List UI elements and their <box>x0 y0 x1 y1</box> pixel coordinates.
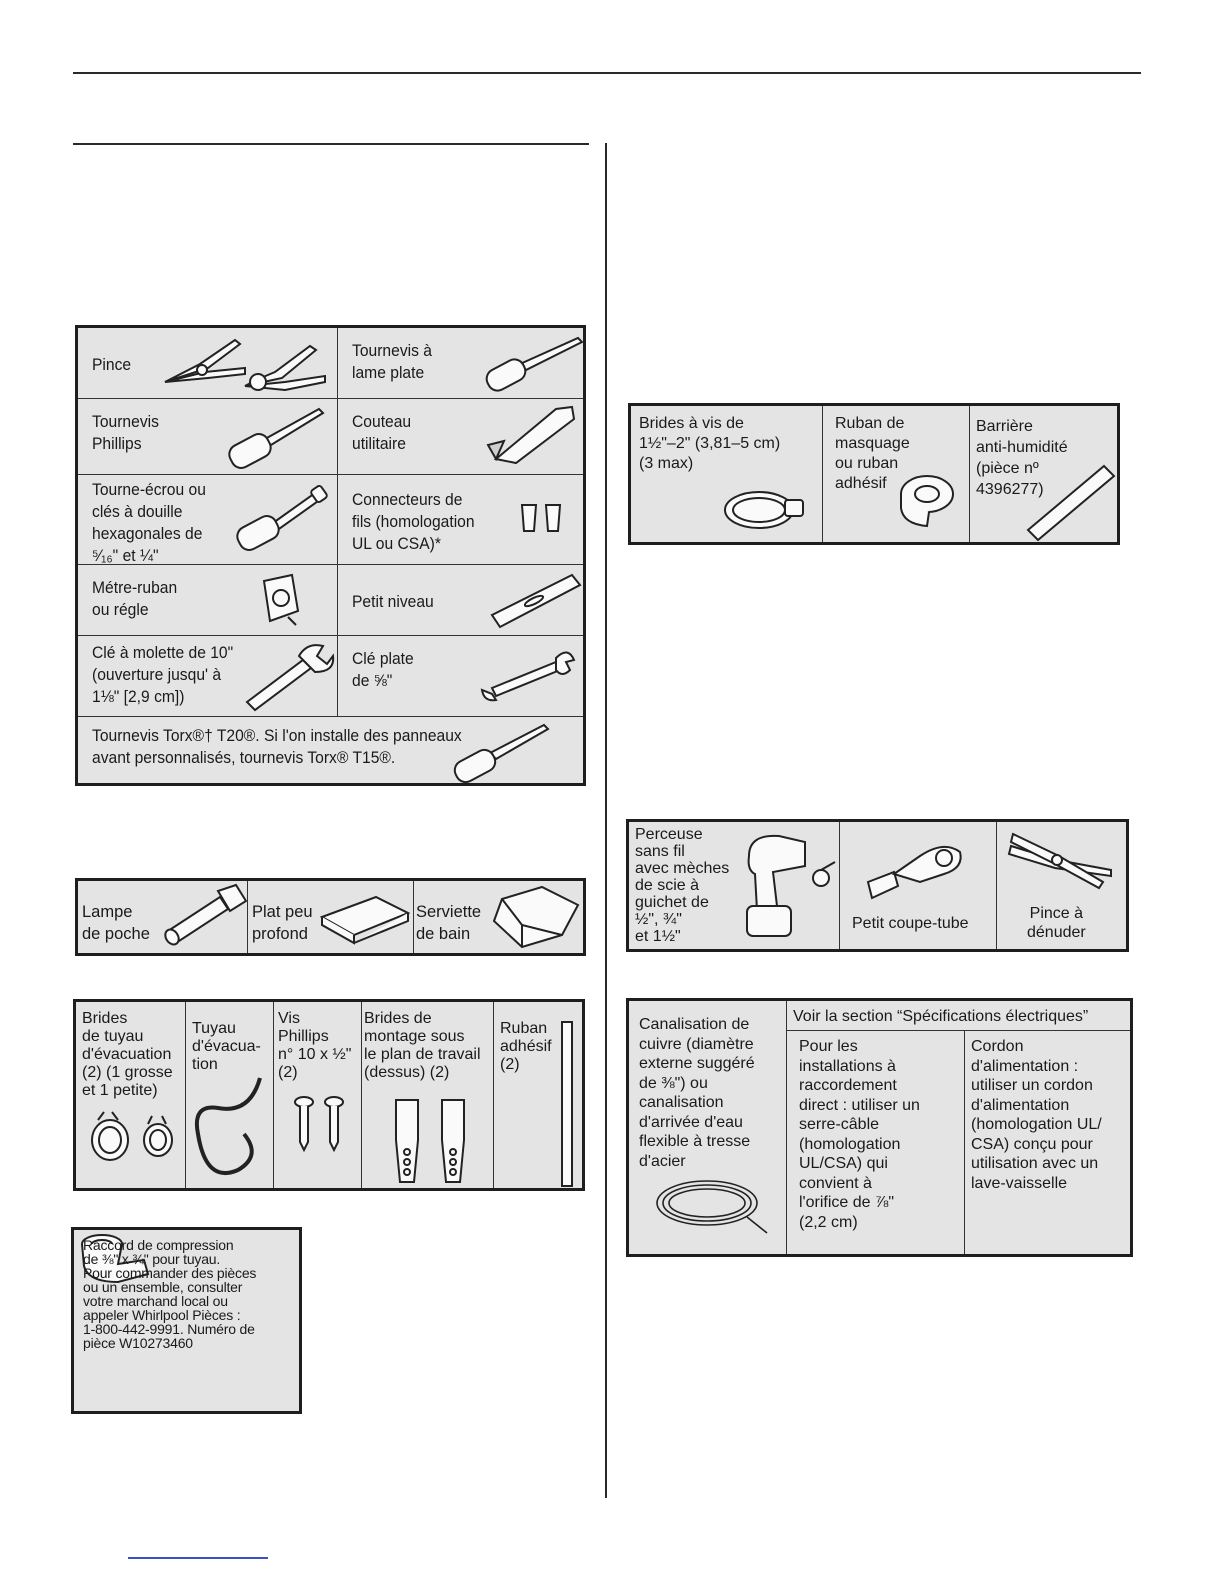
tube-cutter-icon <box>864 832 974 902</box>
tool-adjustable-wrench-label: Clé à molette de 10" (ouverture jusqu' à 1⅛" [2,9 cm]) <box>92 643 234 706</box>
tube-cutter-label: Petit coupe-tube <box>852 915 969 932</box>
screw-clamps-label: Brides à vis de 1½"–2" (3,81–5 cm) (3 max) <box>639 415 781 472</box>
nut-driver-icon <box>233 483 333 553</box>
tape-roll-icon <box>889 472 959 532</box>
power-cord-label: Cordon d'alimentation : utiliser un cordon d'alimentation (homologation UL/ CSA) conçu pour utilisation avec un lave-vaisselle <box>971 1038 1102 1192</box>
tool-utility-knife-cell <box>338 399 583 475</box>
phillips-screws-label: Vis Phillips n° 10 x ½" (2) <box>278 1010 352 1081</box>
tool-level-label: Petit niveau <box>352 592 434 611</box>
tool-tape-measure-label: Métre-ruban ou régle <box>92 578 178 619</box>
open-end-wrench-icon <box>478 640 578 710</box>
adhesive-tape-label: Ruban adhésif (2) <box>500 1020 552 1073</box>
tool-open-end-wrench-label: Clé plate de ⅝" <box>352 649 414 690</box>
screw-clamp-icon <box>719 484 809 534</box>
clamps-table <box>628 403 1120 545</box>
level-icon <box>486 571 583 631</box>
mounting-brackets-cell <box>362 1002 494 1188</box>
moisture-barrier-label: Barrière anti-humidité (pièce nº 4396277) <box>976 418 1068 498</box>
drain-hose-icon <box>188 1074 268 1184</box>
top-rule <box>73 72 1141 74</box>
drain-clamps-label: Brides de tuyau d'évacuation (2) (1 grosse et 1 petite) <box>82 1010 173 1099</box>
parts-table <box>73 999 585 1191</box>
tool-adjustable-wrench-cell <box>78 636 338 717</box>
copper-coil-icon <box>651 1173 771 1243</box>
drain-clamps-cell <box>76 1002 186 1188</box>
wire-stripper-cell <box>997 822 1126 949</box>
tool-level-cell <box>338 565 583 636</box>
moisture-barrier-icon <box>1026 462 1116 542</box>
tool-pliers-cell <box>78 328 338 399</box>
copper-tubing-label: Canalisation de cuivre (diamètre externe suggéré de ⅜") ou canalisation d'arrivée d'eau flexible à tresse d'acier <box>639 1016 755 1170</box>
torx-screwdriver-icon <box>448 719 558 783</box>
tool-open-end-wrench-cell <box>338 636 583 717</box>
adjustable-wrench-icon <box>243 638 338 713</box>
electrical-table <box>626 998 1133 1257</box>
pliers-icon <box>160 334 335 394</box>
shallow-pan-label: Plat peu profond <box>252 903 313 943</box>
power-cord-cell <box>965 1031 1130 1254</box>
screw-clamps-cell <box>631 406 823 542</box>
wire-stripper-icon <box>1007 830 1117 900</box>
wire-stripper-label: Pince à dénuder <box>1027 905 1086 941</box>
hose-clamps-icon <box>82 1110 182 1170</box>
flashlight-cell <box>78 881 248 953</box>
bath-towel-icon <box>492 885 582 951</box>
adhesive-tape-cell <box>494 1002 582 1188</box>
masking-tape-label: Ruban de masquage ou ruban adhésif <box>835 415 910 492</box>
compression-fitting-box <box>71 1227 302 1414</box>
tool-nut-driver-cell <box>78 475 338 565</box>
electrical-header-label: Voir la section “Spécifications électriques” <box>793 1008 1089 1025</box>
tool-phillips-label: Tournevis Phillips <box>92 412 159 453</box>
bath-towel-cell <box>414 881 583 953</box>
tube-cutter-cell <box>840 822 997 949</box>
flashlight-label: Lampe de poche <box>82 903 150 943</box>
cordless-drill-cell <box>629 822 840 949</box>
shallow-pan-cell <box>248 881 414 953</box>
tool-phillips-cell <box>78 399 338 475</box>
drain-hose-label: Tuyau d'évacua- tion <box>192 1020 261 1073</box>
drain-hose-cell <box>186 1002 274 1188</box>
phillips-screws-cell <box>274 1002 362 1188</box>
column-divider <box>605 143 607 1498</box>
tool-torx-cell <box>78 717 583 783</box>
tool-flat-screwdriver-label: Tournevis à lame plate <box>352 341 432 382</box>
tape-strip-icon <box>558 1020 578 1188</box>
tool-utility-knife-label: Couteau utilitaire <box>352 412 412 453</box>
mounting-brackets-icon <box>388 1096 488 1186</box>
tool-wire-connectors-cell <box>338 475 583 565</box>
tools-table <box>75 325 586 786</box>
flashlight-icon <box>160 883 248 951</box>
masking-tape-cell <box>823 406 970 542</box>
bath-towel-label: Serviette de bain <box>416 903 482 943</box>
flat-screwdriver-icon <box>478 334 583 394</box>
electrical-header-cell <box>787 1001 1130 1031</box>
phillips-screwdriver-icon <box>223 403 333 473</box>
compression-fitting-text: Raccord de compression de ⅜" x ¾" pour tuyau. Pour commander des pièces ou un ensemble, consulter votre marchand local ou appeler Whirlpool Pièces : 1-800-442-9991. Numéro de pièce W10273460 <box>83 1237 257 1351</box>
moisture-barrier-cell <box>970 406 1117 542</box>
tool-tape-measure-cell <box>78 565 338 636</box>
tool-wire-connectors-label: Connecteurs de fils (homologation UL ou CSA)* <box>352 490 475 553</box>
cordless-drill-label: Perceuse sans fil avec mèches de scie à guichet de ½", ¾" et 1½" <box>635 826 730 945</box>
strain-relief-label: Pour les installations à raccordement direct : utiliser un serre-câble (homologation UL/CSA) qui convient à l'orifice de ⅞" (2,2 cm) <box>799 1038 920 1231</box>
wire-connectors-icon <box>518 501 568 541</box>
screws-icon <box>284 1094 354 1154</box>
mounting-brackets-label: Brides de montage sous le plan de travail (dessus) (2) <box>364 1010 481 1081</box>
cordless-drill-icon <box>739 826 840 946</box>
tool-flat-screwdriver-cell <box>338 328 583 399</box>
strain-relief-cell <box>787 1031 965 1254</box>
tape-measure-icon <box>258 571 308 631</box>
tool-nut-driver-label: Tourne-écrou ou clés à douille hexagonales de ⁵⁄₁₆" et ¼" <box>92 480 206 565</box>
tool-pliers-label: Pince <box>92 355 132 374</box>
shallow-pan-icon <box>320 887 410 949</box>
left-section-rule <box>73 143 589 145</box>
tool-torx-label: Tournevis Torx®† T20®. Si l'on installe des panneaux avant personnalisés, tournevis Torx® T15®. <box>92 726 462 767</box>
copper-tubing-cell <box>629 1001 787 1254</box>
utility-knife-icon <box>486 401 583 471</box>
supplies-table <box>75 878 586 956</box>
drill-table <box>626 819 1129 952</box>
link-underline[interactable] <box>128 1557 268 1559</box>
